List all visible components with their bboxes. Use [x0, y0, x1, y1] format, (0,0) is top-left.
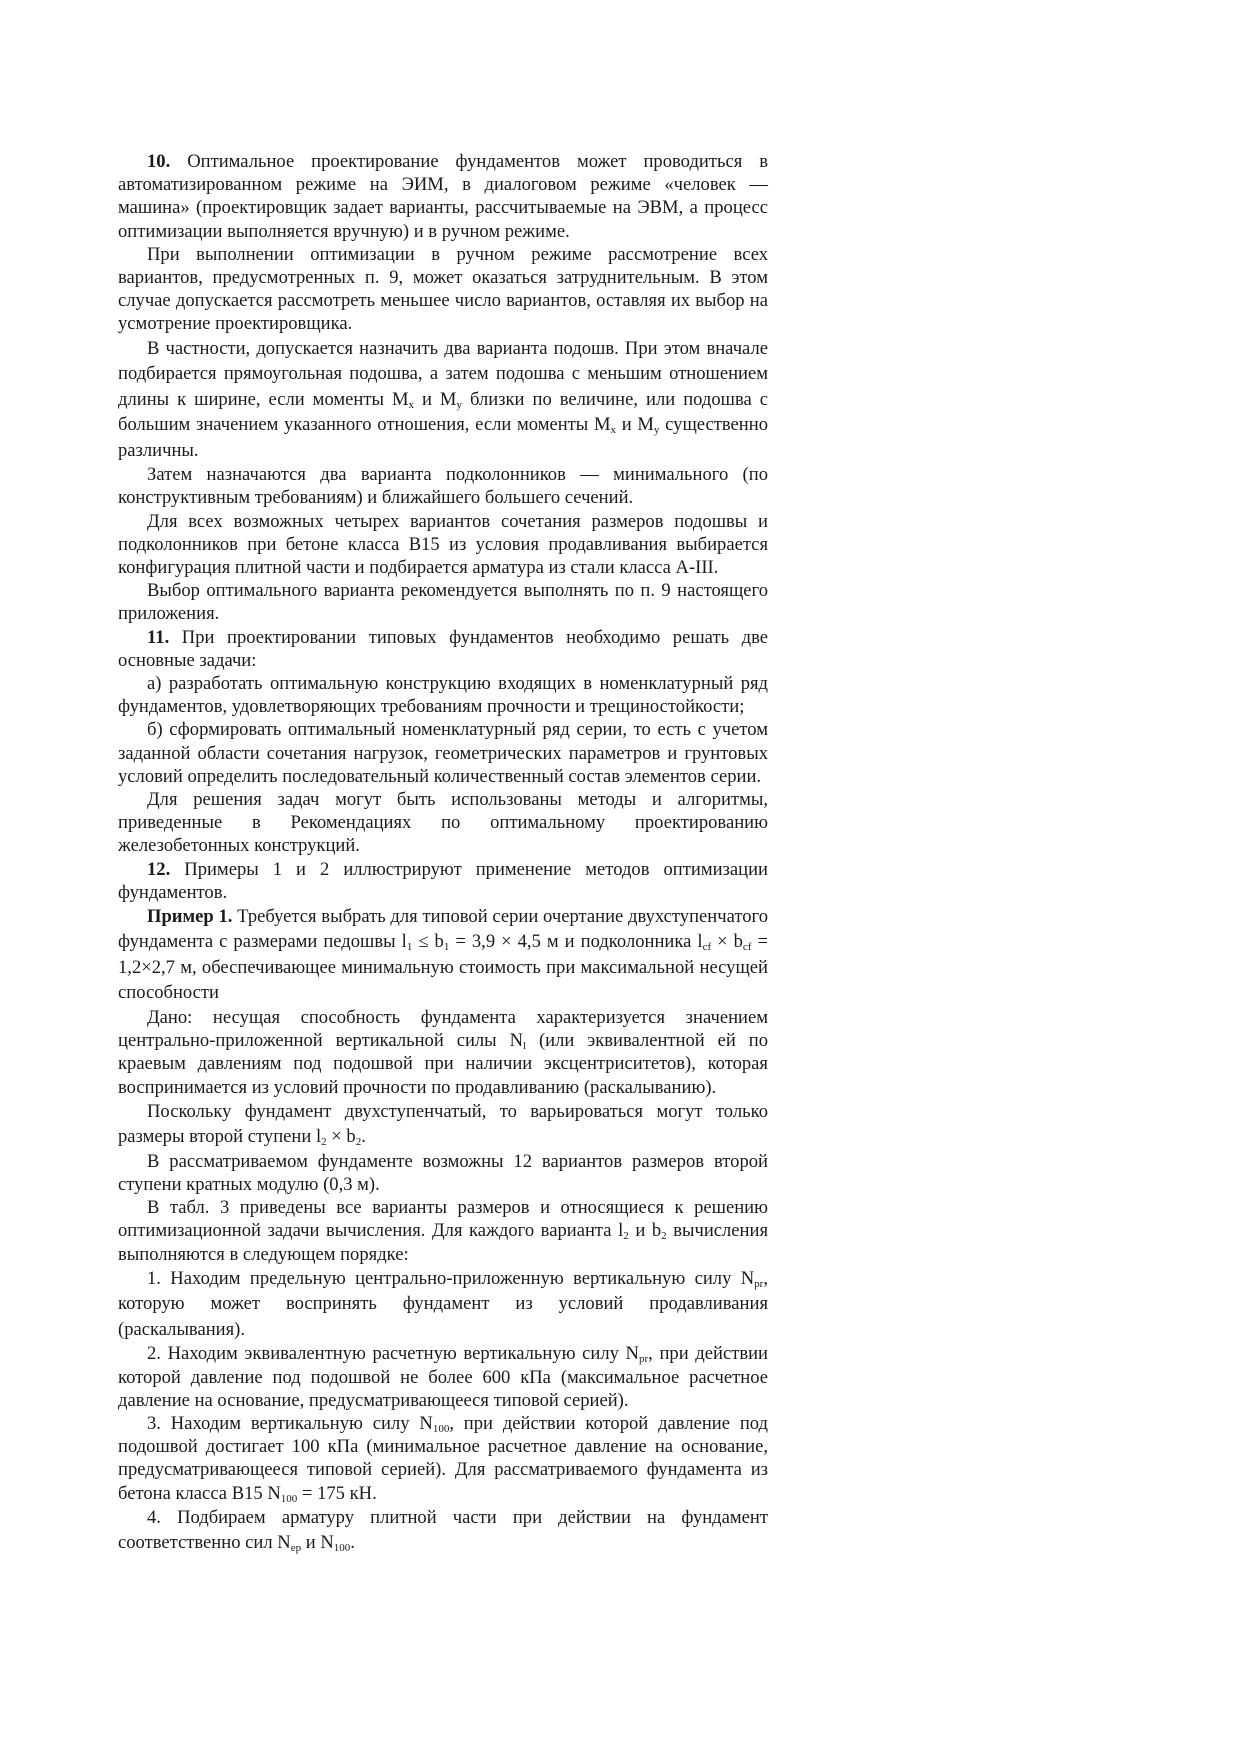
- paragraph: При выполнении оптимизации в ручном режиме рассмотрение всех вариантов, предусмотренных п. 9, может оказаться затруднительным. В этом случае допускается рассмотреть меньшее число вариантов, оставляя их выбор на усмотрение проектировщика.: [118, 243, 768, 335]
- paragraph-12: 12. Примеры 1 и 2 иллюстрируют применение методов оптимизации фундаментов.: [118, 858, 768, 903]
- paragraph-11: 11. При проектировании типовых фундаментов необходимо решать две основные задачи:: [118, 626, 768, 671]
- item-number: 12.: [147, 858, 171, 880]
- example-label: Пример 1.: [147, 905, 233, 927]
- example-1: Пример 1. Требуется выбрать для типовой серии очертание двухступенчатого фундамента с размерами педошвы $l_1 \le b_1 = 3,9 \times 4,5$ м и подколонника $l_{cf} \times b_{cf} = 1,2\times 2,7$ м, обеспечивающее минимальную стоимость при максимальной несущей способности: [118, 905, 768, 1004]
- list-item-b: б) сформировать оптимальный номенклатурный ряд серии, то есть с учетом заданной области сочетания нагрузок, геометрических параметров и грунтовых условий определить последовательный количественный состав элементов серии.: [118, 719, 768, 787]
- item-number: 11.: [147, 626, 170, 648]
- document-page: [118, 150, 768, 1556]
- step-4: 4. Подбираем арматуру плитной части при действии на фундамент соответственно сил $N_{ep}$ и $N_{100}$.: [118, 1506, 768, 1555]
- paragraph: Дано: несущая способность фундамента характеризуется значением центрально-приложенной вертикальной силы $N_l$ (или эквивалентной ей по краевым давлениям под подошвой при наличии эксцентриситетов), которая воспринимается из условий прочности по продавливанию (раскалыванию).: [118, 1006, 768, 1098]
- paragraph: В рассматриваемом фундаменте возможны 12 вариантов размеров второй ступени кратных модулю (0,3 м).: [118, 1150, 768, 1195]
- paragraph: Для решения задач могут быть использованы методы и алгоритмы, приведенные в Рекомендациях по оптимальному проектированию железобетонных конструкций.: [118, 788, 768, 857]
- paragraph: В частности, допускается назначить два варианта подошв. При этом вначале подбирается прямоугольная подошва, а затем подошва с меньшим отношением длины к ширине, если моменты $M_x$ и $M_y$ близки по величине, или подошва с большим значением указанного отношения, если моменты $M_x$ и $M_y$ существенно различны.: [118, 337, 769, 461]
- paragraph: Для всех возможных четырех вариантов сочетания размеров подошвы и подколонников при бетоне класса В15 из условия продавливания выбирается конфигурация плитной части и подбирается арматура из стали класса А-III.: [118, 510, 768, 578]
- step-2: 2. Находим эквивалентную расчетную вертикальную силу $N_{pr}$, при действии которой давление под подошвой не более 600 кПа (максимальное расчетное давление на основание, предусматривающееся типовой серией).: [118, 1343, 768, 1411]
- step-1: 1. Находим предельную центрально-приложенную вертикальную силу $N_{pr}$, которую может воспринять фундамент из условий продавливания (раскалывания).: [118, 1267, 768, 1340]
- paragraph: Выбор оптимального варианта рекомендуется выполнять по п. 9 настоящего приложения.: [118, 580, 768, 625]
- step-3: 3. Находим вертикальную силу $N_{100}$, при действии которой давление под подошвой достигает 100 кПа (минимальное расчетное давление на основание, предусматривающееся типовой серией). Для рассматриваемого фундамента из бетона класса В15 $N_{100} = 175$ кН.: [118, 1412, 769, 1505]
- paragraph: Затем назначаются два варианта подколонников — минимального (по конструктивным требованиям) и ближайшего большего сечений.: [118, 464, 768, 509]
- item-number: 10.: [147, 151, 171, 172]
- list-item-a: а) разработать оптимальную конструкцию входящих в номенклатурный ряд фундаментов, удовлетворяющих требованиям прочности и трещиностойкости;: [118, 672, 768, 718]
- paragraph-10: 10. Оптимальное проектирование фундаментов может проводиться в автоматизированном режиме на ЭИМ, в диалоговом режиме «человек — машина» (проектировщик задает варианты, рассчитываемые на ЭВМ, а процесс оптимизации выполняется вручную) и в ручном режиме.: [118, 151, 768, 242]
- paragraph: В табл. 3 приведены все варианты размеров и относящиеся к решению оптимизационной задачи вычисления. Для каждого варианта $l_2$ и $b_2$ вычисления выполняются в следующем порядке:: [118, 1197, 769, 1265]
- paragraph: Поскольку фундамент двухступенчатый, то варьироваться могут только размеры второй ступени $l_2 \times b_2$.: [118, 1100, 768, 1149]
